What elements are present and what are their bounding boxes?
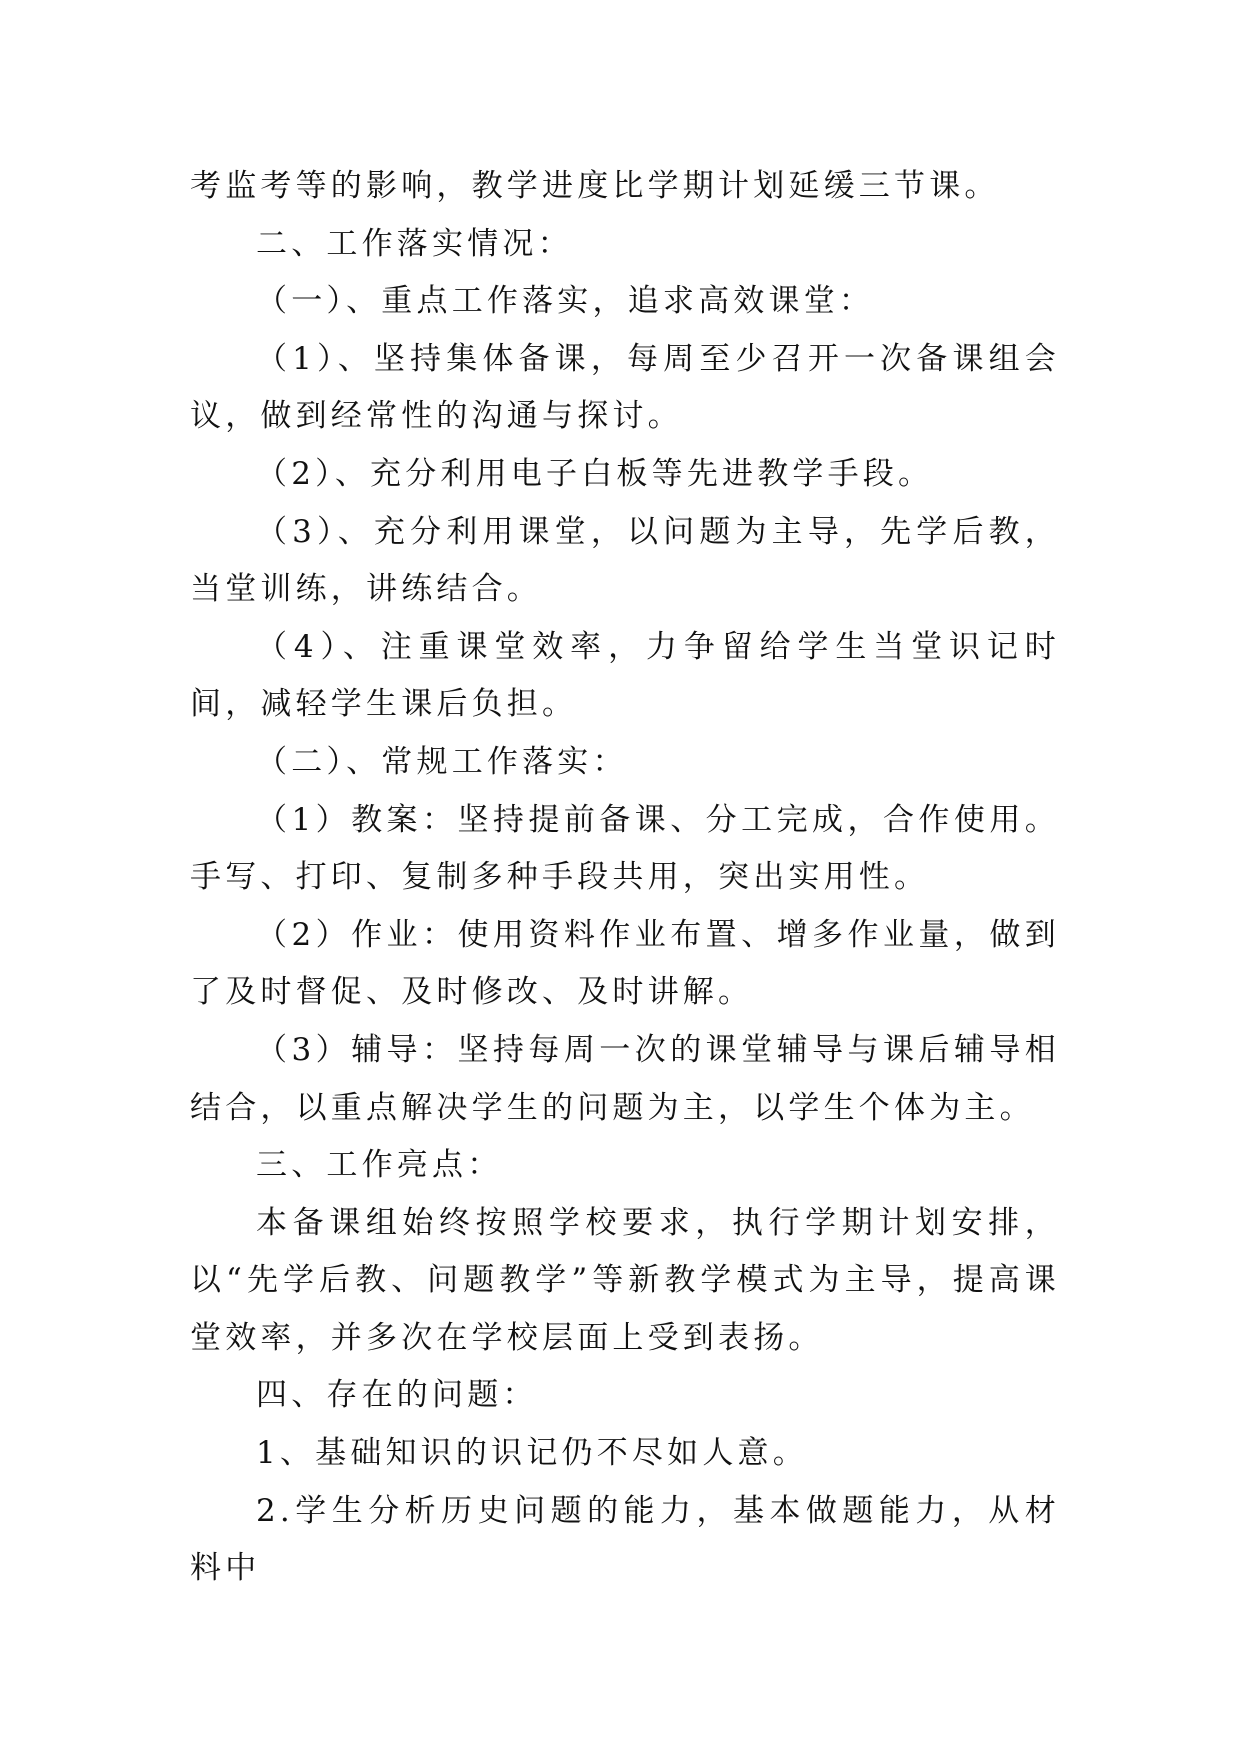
document-body [190, 158, 1060, 1598]
paragraph-continuation: 考监考等的影响，教学进度比学期计划延缓三节课。 [190, 168, 1000, 204]
list-item-basic-knowledge: 1、基础知识的识记仍不尽如人意。 [256, 1435, 808, 1472]
list-item-homework: （2）作业：使用资料作业布置、增多作业量，做到了及时督促、及时修改、及时讲解。 [190, 916, 1060, 1011]
subsection-heading-routine-work: （二）、常规工作落实： [256, 743, 628, 780]
subsection-heading-key-work: （一）、重点工作落实，追求高效课堂： [256, 283, 875, 320]
list-item-lesson-plans: （1）教案：坚持提前备课、分工完成，合作使用。手写、打印、复制多种手段共用，突出实用性。 [190, 801, 1060, 896]
list-item-collective-lesson-prep: （1）、坚持集体备课，每周至少召开一次备课组会议，做到经常性的沟通与探讨。 [190, 340, 1060, 435]
list-item-classroom-use: （3）、充分利用课堂，以问题为主导，先学后教，当堂训练，讲练结合。 [190, 513, 1060, 608]
paragraph-highlights: 本备课组始终按照学校要求，执行学期计划安排，以“先学后教、问题教学”等新教学模式为主导，提高课堂效率，并多次在学校层面上受到表扬。 [190, 1204, 1060, 1356]
list-item-whiteboard: （2）、充分利用电子白板等先进教学手段。 [256, 455, 934, 492]
section-heading-highlights: 三、工作亮点： [256, 1147, 503, 1184]
list-item-tutoring: （3）辅导：坚持每周一次的课堂辅导与课后辅导相结合，以重点解决学生的问题为主，以学生个体为主。 [190, 1031, 1060, 1126]
list-item-analysis-ability: 2.学生分析历史问题的能力，基本做题能力，从材料中 [190, 1492, 1060, 1587]
list-item-classroom-efficiency: （4）、注重课堂效率，力争留给学生当堂识记时间，减轻学生课后负担。 [190, 628, 1060, 723]
section-heading-problems: 四、存在的问题： [256, 1377, 538, 1414]
section-heading-work-implementation: 二、工作落实情况： [256, 225, 573, 262]
